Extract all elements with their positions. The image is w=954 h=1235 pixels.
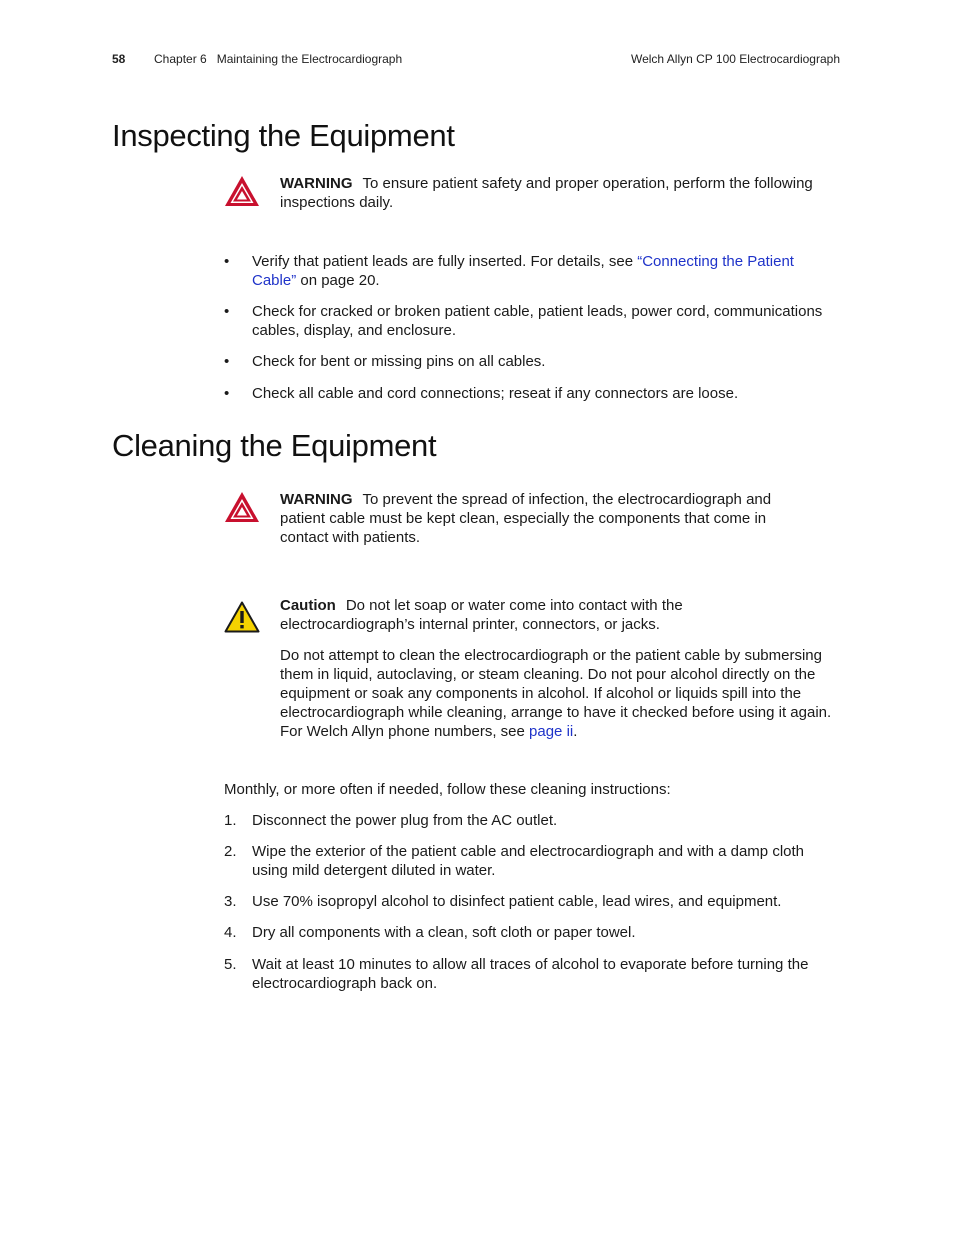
list-item xyxy=(224,892,838,911)
step-text: Dry all components with a clean, soft cloth or paper towel. xyxy=(252,924,636,941)
step-number: 5. xyxy=(224,956,237,973)
bullet: • xyxy=(224,353,230,370)
list-item xyxy=(224,352,840,371)
list-item xyxy=(224,955,838,993)
step-number: 3. xyxy=(224,893,237,910)
step-number: 2. xyxy=(224,843,237,860)
bullet: • xyxy=(224,385,230,402)
caution-note xyxy=(280,596,842,741)
connecting-patient-cable-link[interactable]: “Connecting the Patient Cable” xyxy=(252,253,794,289)
list-item-text: on page 20. xyxy=(296,272,380,289)
warning-text: To ensure patient safety and proper operation, perform the following inspections daily. xyxy=(280,175,813,211)
page-number: 58 xyxy=(112,52,126,66)
bullet: • xyxy=(224,303,230,320)
warning-text: To prevent the spread of infection, the electrocardiograph and patient cable must be kept clean, especially the components that come in contact with patients. xyxy=(280,491,772,546)
warning-triangle-icon xyxy=(224,491,260,523)
list-item xyxy=(224,923,838,942)
list-item xyxy=(224,842,838,880)
cleaning-intro: Monthly, or more often if needed, follow these cleaning instructions: xyxy=(224,781,671,798)
chapter-title: Chapter 6 Maintaining the Electrocardiograph xyxy=(154,52,403,66)
list-item-text: Check for bent or missing pins on all cables. xyxy=(252,353,546,370)
book-title: Welch Allyn CP 100 Electrocardiograph xyxy=(630,52,840,66)
list-item-text: Check for cracked or broken patient cable, patient leads, power cord, communications cables, display, and enclosure. xyxy=(252,303,823,339)
list-item xyxy=(224,384,840,403)
step-number: 1. xyxy=(224,812,237,829)
section-heading-cleaning: Cleaning the Equipment xyxy=(112,428,437,463)
caution-text: Do not let soap or water come into contact with the electrocardiograph’s internal printer, connectors, or jacks. xyxy=(280,597,683,633)
list-item-text: Check all cable and cord connections; reseat if any connectors are loose. xyxy=(252,385,739,402)
step-text: Wait at least 10 minutes to allow all traces of alcohol to evaporate before turning the electrocardiograph back on. xyxy=(252,956,809,992)
list-item xyxy=(224,302,840,340)
warning-label: WARNING xyxy=(280,175,353,192)
list-item-text: Verify that patient leads are fully inserted. For details, see xyxy=(252,253,638,270)
list-item xyxy=(224,811,838,830)
caution-paragraph: Do not attempt to clean the electrocardiograph or the patient cable by submersing them in liquid, autoclaving, or steam cleaning. Do not pour alcohol directly on the equipment or soak any components in alcohol. If alcohol or liquids spill into the electrocardiograph while cleaning, arrange to have it checked before using it again. For Welch Allyn phone numbers, see xyxy=(280,647,832,740)
list-item xyxy=(224,252,840,290)
warning-triangle-icon xyxy=(224,175,260,207)
page-ii-link[interactable]: page ii xyxy=(529,723,574,740)
inspection-list xyxy=(224,252,840,403)
cleaning-steps xyxy=(224,811,838,993)
bullet: • xyxy=(224,253,230,270)
step-text: Use 70% isopropyl alcohol to disinfect patient cable, lead wires, and equipment. xyxy=(252,893,782,910)
section-heading-inspecting: Inspecting the Equipment xyxy=(112,118,455,153)
caution-label: Caution xyxy=(280,597,336,614)
step-text: Disconnect the power plug from the AC outlet. xyxy=(252,812,558,829)
step-text: Wipe the exterior of the patient cable and electrocardiograph and with a damp cloth using mild detergent diluted in water. xyxy=(252,843,804,879)
step-number: 4. xyxy=(224,924,237,941)
warning-note-cleaning xyxy=(280,490,810,547)
caution-paragraph-end: . xyxy=(573,723,578,740)
warning-note-inspecting xyxy=(280,174,840,212)
warning-label: WARNING xyxy=(280,491,353,508)
caution-exclamation-icon xyxy=(224,601,260,633)
